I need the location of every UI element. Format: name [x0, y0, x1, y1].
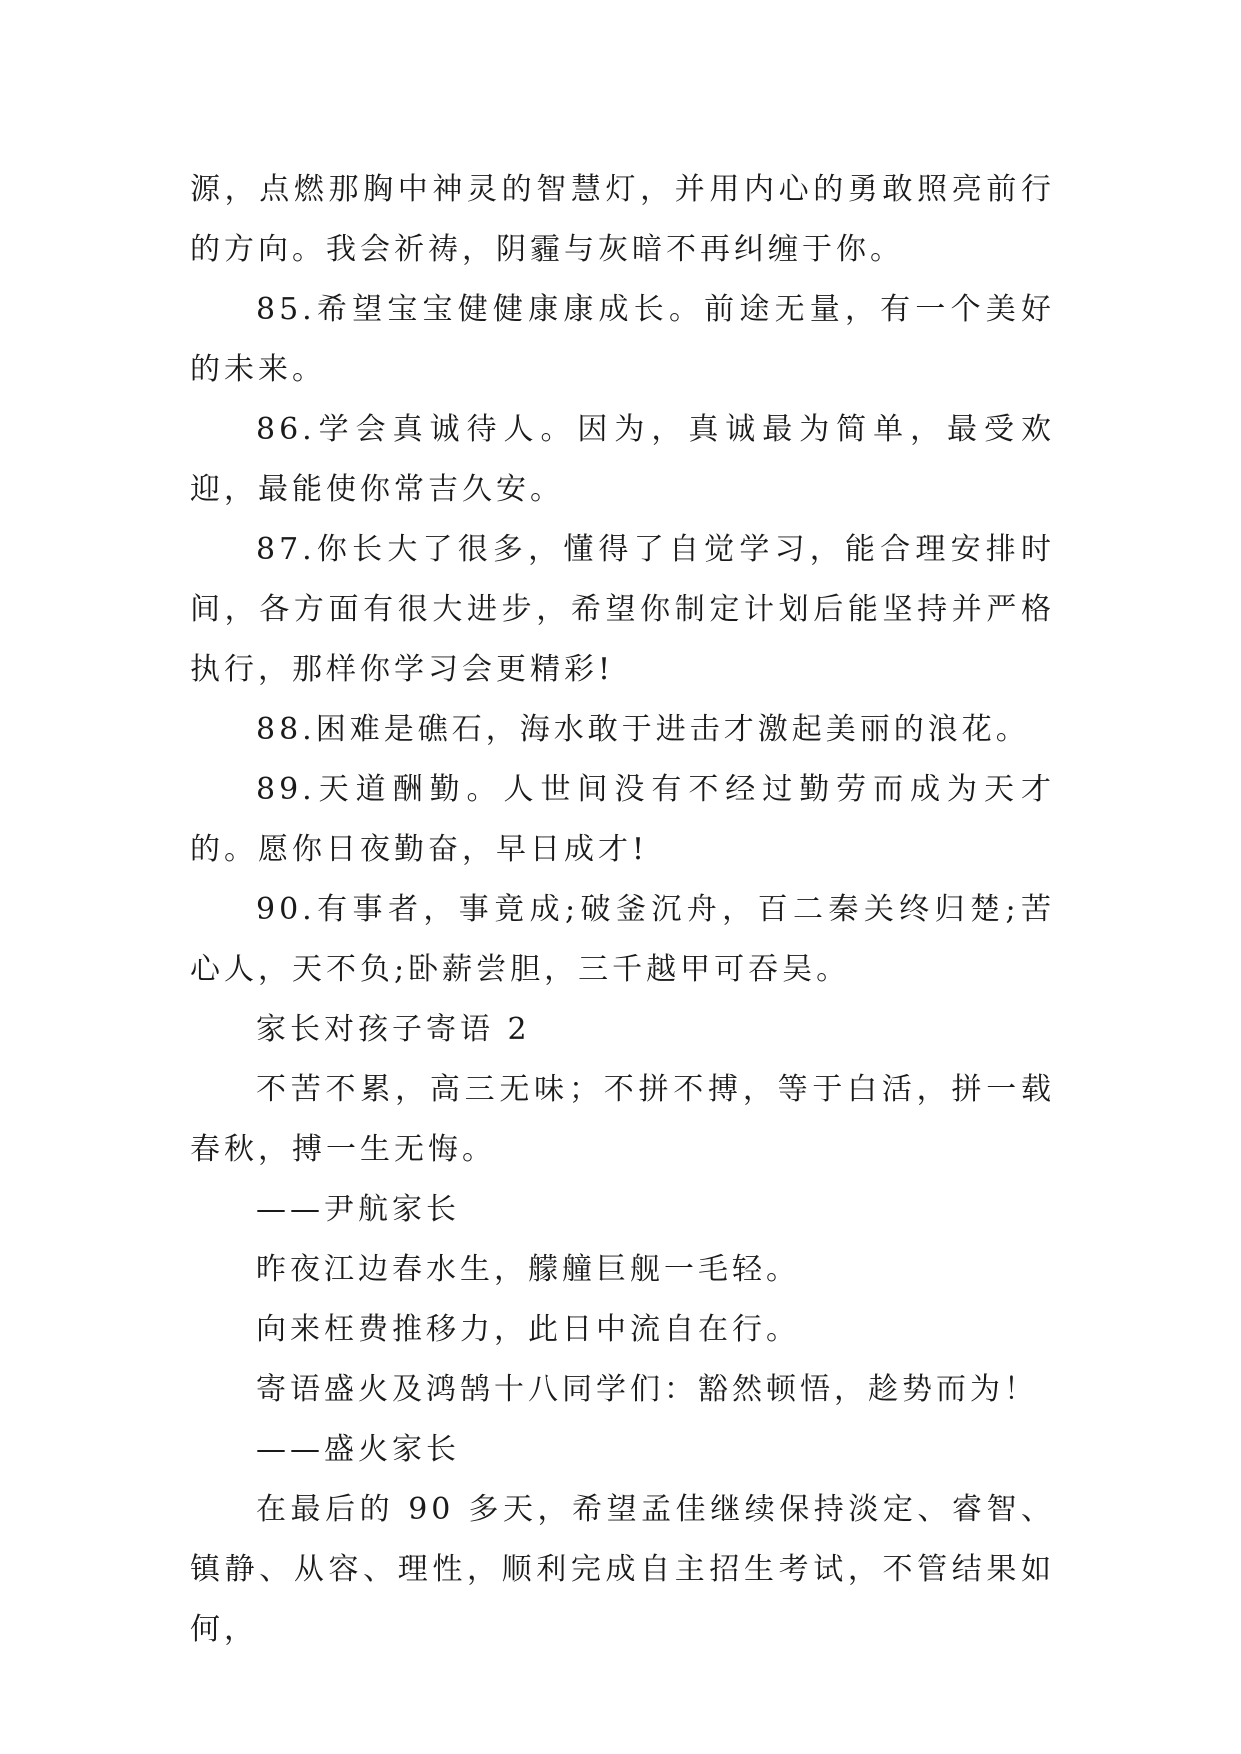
section-heading: 家长对孩子寄语 2 — [256, 1012, 531, 1047]
paragraph-item-89: 89.天道酬勤。人世间没有不经过勤劳而成为天才的。愿你日夜勤奋，早日成才! — [190, 772, 1055, 867]
signature-line: ——尹航家长 — [256, 1192, 460, 1227]
paragraph-item-85: 85.希望宝宝健健康康成长。前途无量，有一个美好的未来。 — [190, 292, 1055, 387]
paragraph-item-88: 88.困难是礁石，海水敢于进击才激起美丽的浪花。 — [256, 712, 1030, 747]
paragraph-message: 不苦不累，高三无味；不拼不搏，等于白活，拼一载春秋，搏一生无悔。 — [190, 1072, 1055, 1167]
signature-line: ——盛火家长 — [256, 1432, 460, 1467]
paragraph-item-90: 90.有事者，事竟成;破釜沉舟，百二秦关终归楚;苦心人，天不负;卧薪尝胆，三千越甲可吞吴。 — [190, 892, 1055, 987]
paragraph-item-87: 87.你长大了很多，懂得了自觉学习，能合理安排时间，各方面有很大进步，希望你制定计划后能坚持并严格执行，那样你学习会更精彩! — [190, 532, 1055, 687]
paragraph-continuation: 源，点燃那胸中神灵的智慧灯，并用内心的勇敢照亮前行的方向。我会祈祷，阴霾与灰暗不再纠缠于你。 — [190, 172, 1055, 267]
document-body — [190, 160, 1055, 1660]
paragraph-item-86: 86.学会真诚待人。因为，真诚最为简单，最受欢迎，最能使你常吉久安。 — [190, 412, 1055, 507]
poem-line: 昨夜江边春水生，艨艟巨舰一毛轻。 — [256, 1252, 800, 1287]
paragraph-message: 在最后的 90 多天，希望孟佳继续保持淡定、睿智、镇静、从容、理性，顺利完成自主招生考试，不管结果如何， — [190, 1492, 1055, 1647]
poem-line: 向来枉费推移力，此日中流自在行。 — [256, 1312, 800, 1347]
paragraph-message: 寄语盛火及鸿鹄十八同学们：豁然顿悟，趁势而为！ — [256, 1372, 1038, 1407]
